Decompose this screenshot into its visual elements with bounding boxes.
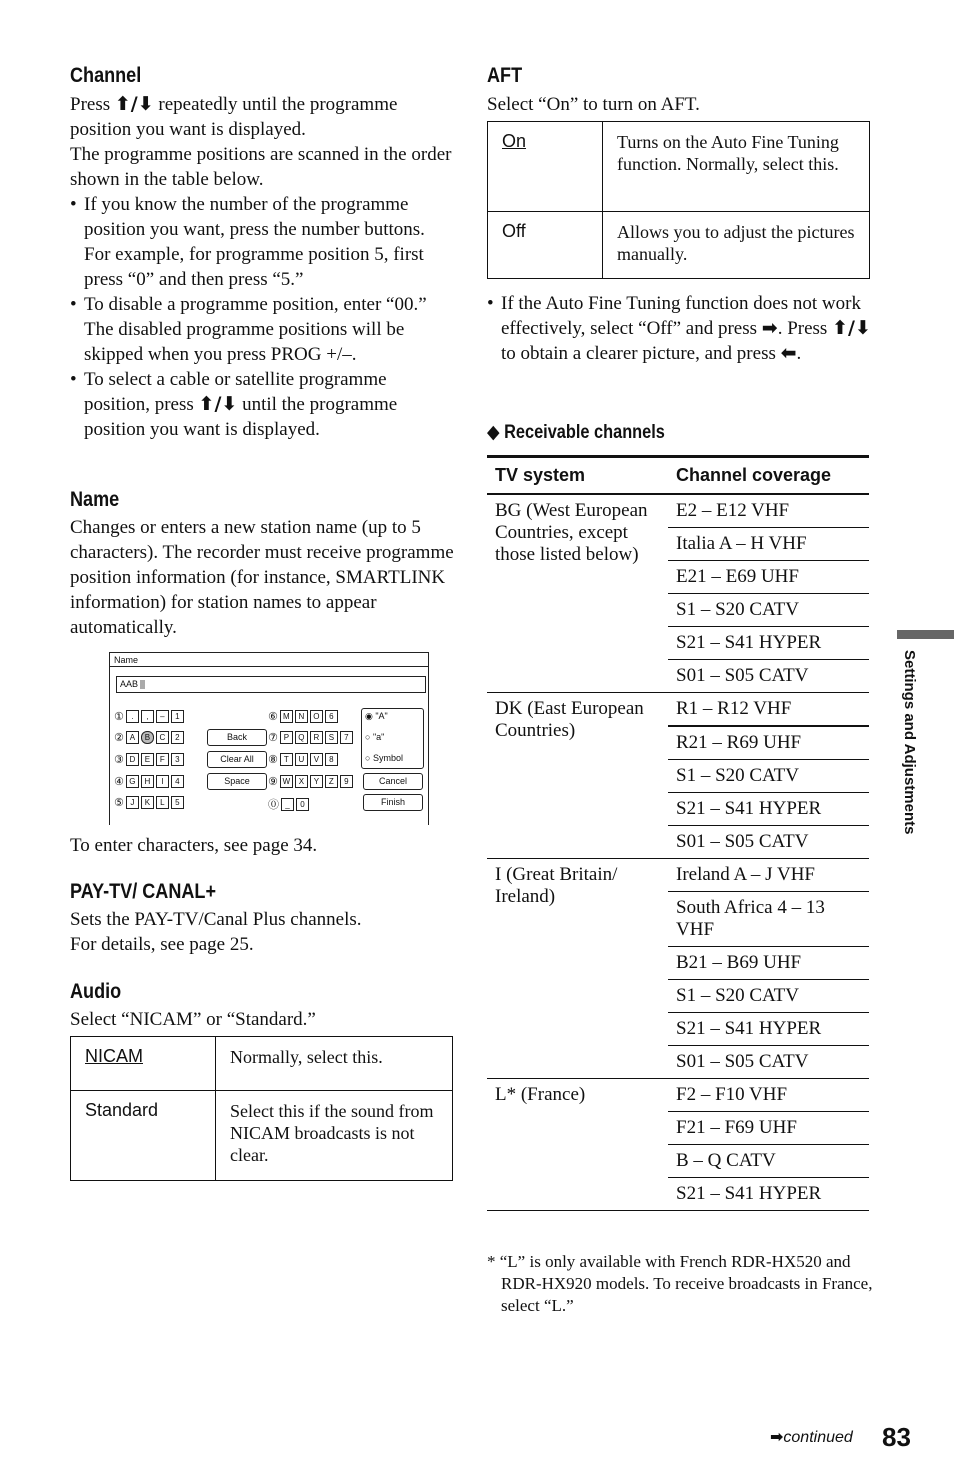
radio-uppercase[interactable]: ◉ "A": [365, 711, 388, 721]
table-row: [71, 1091, 453, 1181]
aft-heading: AFT: [487, 64, 523, 87]
key-row-9: ⑨ W X Y Z 9: [268, 775, 355, 788]
footnote: * “L” is only available with French RDR-HX520 and RDR-HX920 models. To receive broadcasts in France, select “L.”: [487, 1252, 873, 1315]
channel-coverage: S21 – S41 HYPER: [668, 1013, 869, 1046]
aft-bullets: [487, 291, 872, 366]
audio-table: [70, 1036, 453, 1181]
name-screen-title: Name: [114, 655, 139, 665]
tv-system: I (Great Britain/ Ireland): [487, 859, 668, 1079]
tv-system: BG (West European Countries, except those listed below): [487, 494, 668, 693]
key-row-7: ⑦ P Q R S 7: [268, 731, 355, 744]
channel-coverage: South Africa 4 – 13 VHF: [668, 892, 869, 947]
selected-key: B: [141, 731, 154, 744]
finish-button[interactable]: Finish: [363, 794, 423, 811]
key-row-0: ⓪ _ 0: [268, 796, 311, 812]
table-header-row: [487, 457, 869, 495]
col-channel-coverage: Channel coverage: [668, 457, 869, 495]
name-see-page: To enter characters, see page 34.: [70, 835, 318, 856]
diamond-icon: ◆: [487, 422, 500, 443]
name-entry-screen: [109, 652, 429, 825]
key-row-5: ⑤ J K L 5: [114, 796, 186, 809]
audio-option-nicam: NICAM: [71, 1037, 216, 1091]
audio-option-standard: Standard: [71, 1091, 216, 1181]
table-row: [488, 212, 870, 279]
character-type-group: [361, 708, 424, 769]
channel-coverage: F2 – F10 VHF: [668, 1079, 869, 1112]
back-button[interactable]: Back: [207, 729, 267, 746]
name-description: Changes or enters a new station name (up to 5 characters). The recorder must receive programme position information (for instance, SMARTLINK information) for station names to appear automatically.: [70, 517, 454, 638]
aft-option-on: On: [488, 122, 603, 212]
name-heading: Name: [70, 488, 120, 511]
page-number: 83: [882, 1422, 911, 1452]
key-row-6: ⑥ M N O 6: [268, 710, 340, 723]
channel-coverage: E21 – E69 UHF: [668, 561, 869, 594]
channel-coverage: R21 – R69 UHF: [668, 726, 869, 760]
channel-coverage: E2 – E12 VHF: [668, 494, 869, 528]
divider: [110, 666, 428, 667]
channel-coverage: S01 – S05 CATV: [668, 826, 869, 859]
side-tab-bar: [897, 630, 954, 639]
name-input-field[interactable]: AAB: [116, 676, 426, 693]
table-row: [487, 693, 869, 727]
clear-all-button[interactable]: Clear All: [207, 751, 267, 768]
channel-coverage: S21 – S41 HYPER: [668, 1178, 869, 1211]
left-arrow-icon: ⬅: [780, 342, 797, 364]
cancel-button[interactable]: Cancel: [363, 773, 423, 790]
key-row-4: ④ G H I 4: [114, 775, 186, 788]
tv-system: L* (France): [487, 1079, 668, 1211]
channel-paragraph-1: Press ⬆/⬇ repeatedly until the programme position you want is displayed.: [70, 93, 398, 140]
channel-coverage: Italia A – H VHF: [668, 528, 869, 561]
channel-coverage: S21 – S41 HYPER: [668, 627, 869, 660]
channel-section: [70, 92, 455, 442]
channel-coverage: S1 – S20 CATV: [668, 980, 869, 1013]
audio-heading: Audio: [70, 980, 122, 1003]
channel-coverage: B – Q CATV: [668, 1145, 869, 1178]
channel-paragraph-2: The programme positions are scanned in the order shown in the table below.: [70, 144, 452, 190]
up-down-arrow-icon: ⬆/⬇: [198, 393, 238, 415]
aft-desc: Turns on the Auto Fine Tuning function. Normally, select this.: [603, 122, 870, 212]
receivable-channels-table: [487, 455, 869, 1211]
audio-desc: Select this if the sound from NICAM broadcasts is not clear.: [216, 1091, 453, 1181]
right-arrow-icon: ➡: [770, 1427, 784, 1446]
table-row: [487, 859, 869, 892]
channel-heading: Channel: [70, 64, 142, 87]
channel-coverage: R1 – R12 VHF: [668, 693, 869, 727]
paytv-heading: PAY-TV/ CANAL+: [70, 880, 217, 903]
up-down-arrow-icon: ⬆/⬇: [114, 93, 154, 115]
audio-text: Select “NICAM” or “Standard.”: [70, 1009, 316, 1030]
receivable-heading: ◆ Receivable channels: [487, 422, 665, 443]
aft-text: Select “On” to turn on AFT.: [487, 94, 700, 115]
channel-coverage: S1 – S20 CATV: [668, 760, 869, 793]
table-row: [487, 1079, 869, 1112]
channel-coverage: S01 – S05 CATV: [668, 1046, 869, 1079]
channel-coverage: F21 – F69 UHF: [668, 1112, 869, 1145]
aft-desc: Allows you to adjust the pictures manually.: [603, 212, 870, 279]
continued-note: ➡continued: [770, 1427, 853, 1446]
key-row-3: ③ D E F 3: [114, 753, 186, 766]
channel-bullet-cable: • To select a cable or satellite programme position, press ⬆/⬇ until the programme position you want is displayed.: [70, 367, 455, 442]
tv-system: DK (East European Countries): [487, 693, 668, 859]
channel-coverage: S21 – S41 HYPER: [668, 793, 869, 826]
radio-symbol[interactable]: ○ Symbol: [365, 753, 403, 763]
key-row-1: ① . , – 1: [114, 710, 186, 723]
table-row: [71, 1037, 453, 1091]
cursor: [140, 680, 145, 689]
audio-desc: Normally, select this.: [216, 1037, 453, 1091]
radio-lowercase[interactable]: ○ "a": [365, 732, 385, 742]
key-row-2: ② A B C 2: [114, 731, 186, 744]
table-row: [487, 494, 869, 528]
channel-coverage: S1 – S20 CATV: [668, 594, 869, 627]
channel-coverage: B21 – B69 UHF: [668, 947, 869, 980]
right-arrow-icon: ➡: [761, 317, 778, 339]
paytv-text-2: For details, see page 25.: [70, 934, 254, 955]
paytv-text-1: Sets the PAY-TV/Canal Plus channels.: [70, 909, 362, 930]
key-row-8: ⑧ T U V 8: [268, 753, 340, 766]
side-tab-label: Settings and Adjustments: [901, 650, 918, 835]
aft-table: [487, 121, 870, 279]
channel-coverage: S01 – S05 CATV: [668, 660, 869, 693]
channel-bullet-number: • If you know the number of the programme position you want, press the number buttons. For example, for programme position 5, first press “0” and then press “5.”: [70, 192, 455, 292]
channel-bullet-disable: • To disable a programme position, enter “00.” The disabled programme positions will be skipped when you press PROG +/–.: [70, 292, 455, 367]
channel-coverage: Ireland A – J VHF: [668, 859, 869, 892]
up-down-arrow-icon: ⬆/⬇: [832, 317, 871, 339]
space-button[interactable]: Space: [207, 773, 267, 790]
col-tv-system: TV system: [487, 457, 668, 495]
table-row: [488, 122, 870, 212]
aft-option-off: Off: [488, 212, 603, 279]
aft-bullet: • If the Auto Fine Tuning function does not work effectively, select “Off” and press ➡. Press ⬆/⬇ to obtain a clearer picture, and press ⬅.: [487, 291, 872, 366]
